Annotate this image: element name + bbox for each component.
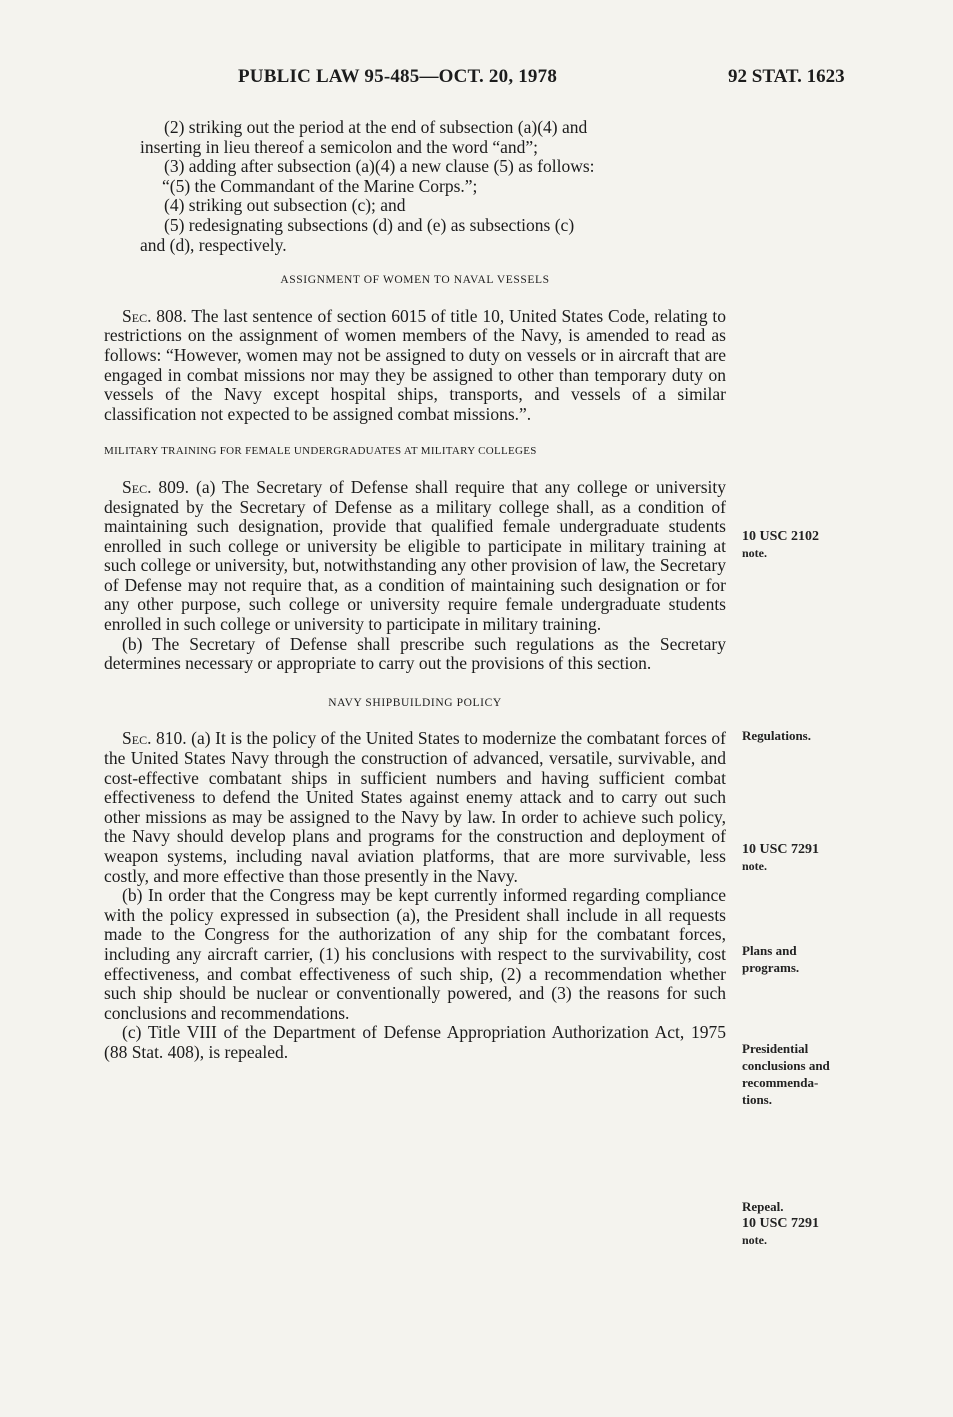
margin-note-sec-810-citation-line-2: note. xyxy=(742,859,767,873)
intro-item-5: (5) redesignating subsections (d) and (e) as subsections (c) xyxy=(164,214,575,235)
header-stat-page: 92 STAT. 1623 xyxy=(728,66,845,87)
header-title: PUBLIC LAW 95-485—OCT. 20, 1978 xyxy=(238,66,558,87)
margin-note-sec-809-citation xyxy=(742,528,882,562)
sec-810-heading: NAVY SHIPBUILDING POLICY xyxy=(328,696,502,709)
sec-809-paragraph-b: (b) The Secretary of Defense shall prescribe such regulations as the Secretary determines necessary or appropriate to carry out the provisions of this section. xyxy=(104,633,726,674)
sec-809-heading: MILITARY TRAINING FOR FEMALE UNDERGRADUATES AT MILITARY COLLEGES xyxy=(104,445,537,458)
sec-809-text-a: (a) The Secretary of Defense shall require that any college or university designated by the Secretary of Defense as a military college shall, as a condition of maintaining such designation, provide that qualified female undergraduate students enrolled in such college or university be eligible to participate in military training at such college or university, but, notwithstanding any other provision of law, the Secretary of Defense may not require that, as a condition of maintaining such designation or for any other purpose, such college or university require female undergraduate students enrolled in such college or university to participate in military training. xyxy=(104,476,727,635)
intro-item-2-line-2: inserting in lieu thereof a semicolon and the word “and”; xyxy=(140,136,538,157)
body-text xyxy=(104,118,726,1063)
margin-note-repeal-line-2: 10 USC 7291 xyxy=(742,1216,820,1231)
sec-808-heading: ASSIGNMENT OF WOMEN TO NAVAL VESSELS xyxy=(280,274,550,287)
margin-note-presidential xyxy=(742,1040,882,1108)
sec-810-paragraph-b: (b) In order that the Congress may be kept currently informed regarding compliance with the policy expressed in subsection (a), the President shall include in all requests made to the Congress for the authorization of any ship for the combatant forces, including any aircraft carrier, (1) his conclusions with respect to the survivability, cost effectiveness, and combat effectiveness of such ship, (2) a recommendation whether such ship should be nuclear or conventionally powered, and (3) the reasons for such conclusions and recommendations. xyxy=(104,885,726,1023)
sec-808-label: Sec. 808. xyxy=(122,305,187,326)
intro-item-2-line-1: (2) striking out the period at the end of subsection (a)(4) and xyxy=(164,117,588,137)
intro-item-2 xyxy=(104,118,726,138)
intro-item-3-quote: “(5) the Commandant of the Marine Corps.”; xyxy=(162,175,478,196)
sec-810-text-a: (a) It is the policy of the United States to modernize the combatant forces of the United States Navy through the construction of advanced, versatile, survivable, and cost-effective combatant ships in sufficient numbers and having sufficient combat effectiveness to defend the United States against enemy attack and to carry out such other missions as may be assigned to the Navy by law. In order to achieve such policy, the Navy should develop plans and programs for the construction and deployment of weapon systems, including naval aviation platforms, that are more survivable, less costly, and more effective than those presently in the Navy. xyxy=(104,728,727,886)
sec-810-paragraph-c: (c) Title VIII of the Department of Defense Appropriation Authorization Act, 1975 (88 Stat. 408), is repealed. xyxy=(104,1022,726,1062)
sec-810-paragraph-a xyxy=(104,729,726,886)
margin-note-sec-809-citation-line-2: note. xyxy=(742,546,767,560)
sec-808-text: The last sentence of section 6015 of title 10, United States Code, relating to restrictions on the assignment of women members of the Navy, is amended to read as follows: “However, women may not be assigned to duty on vessels or in aircraft that are engaged in combat missions nor may they be assigned to other than temporary duty on vessels of the Navy except hospital ships, transports, and vessels of a similar classification not expected to be assigned combat missions.”. xyxy=(104,305,726,424)
margin-note-presidential-line-3: recommenda- xyxy=(742,1075,819,1090)
sec-809-paragraph-a xyxy=(104,478,726,635)
margin-note-presidential-line-2: conclusions and xyxy=(742,1058,830,1073)
margin-note-presidential-line-4: tions. xyxy=(742,1092,772,1107)
intro-item-3: (3) adding after subsection (a)(4) a new clause (5) as follows: xyxy=(164,156,595,177)
intro-item-2-cont xyxy=(104,138,726,158)
margin-note-sec-809-citation-line-1: 10 USC 2102 xyxy=(742,529,820,544)
margin-note-sec-810-citation xyxy=(742,841,882,875)
margin-note-sec-810-citation-line-1: 10 USC 7291 xyxy=(742,842,820,857)
margin-note-repeal-line-3: note. xyxy=(742,1233,767,1247)
sec-809-label: Sec. 809. xyxy=(122,476,190,497)
sec-810-label: Sec. 810. xyxy=(122,728,187,749)
margin-note-plans-programs-line-2: programs. xyxy=(742,960,800,975)
margin-note-repeal xyxy=(742,1198,882,1249)
margin-note-repeal-line-1: Repeal. xyxy=(742,1199,784,1214)
margin-note-regulations: Regulations. xyxy=(742,728,811,743)
intro-item-5-cont: and (d), respectively. xyxy=(140,234,287,255)
margin-note-plans-programs xyxy=(742,942,882,976)
intro-item-4: (4) striking out subsection (c); and xyxy=(164,195,406,216)
sec-808-paragraph xyxy=(104,307,726,425)
margin-note-presidential-line-1: Presidential xyxy=(742,1041,809,1056)
page-header xyxy=(0,66,953,96)
margin-note-plans-programs-line-1: Plans and xyxy=(742,943,797,958)
